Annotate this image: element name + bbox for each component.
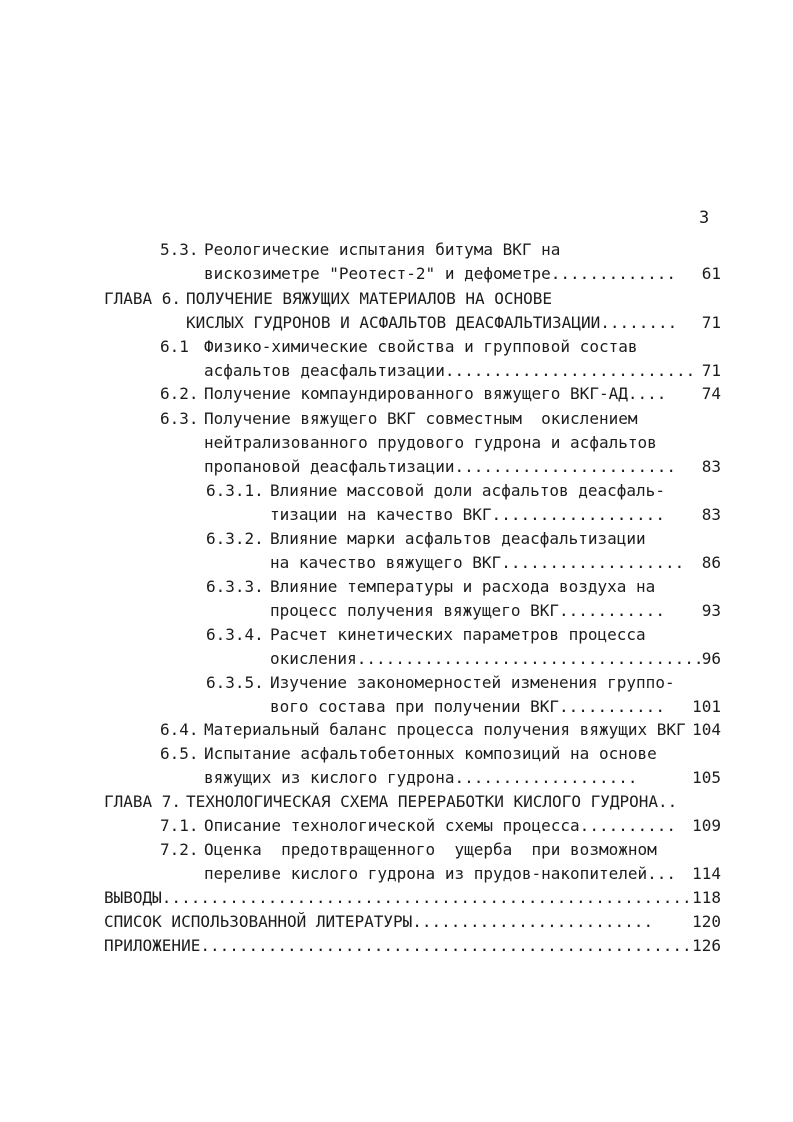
toc-line (0, 238, 793, 262)
toc-page-number: 126 (692, 936, 721, 955)
toc-title: вискозиметре "Реотест-2" и дефометре............. (204, 264, 677, 283)
toc-line (0, 671, 793, 695)
toc-line (0, 886, 793, 910)
toc-line (0, 599, 793, 623)
toc-page-number: 86 (701, 553, 721, 572)
toc-section-number: 6.3.2. (206, 529, 264, 548)
toc-page-number: 71 (701, 313, 721, 332)
toc-line (0, 382, 793, 406)
toc-title: тизации на качество ВКГ.................. (270, 505, 665, 524)
toc-section-number: 6.2. (160, 384, 199, 403)
toc-section-number: 5.3. (160, 240, 199, 259)
toc-page-number: 93 (701, 601, 721, 620)
toc-title: КИСЛЫХ ГУДРОНОВ И АСФАЛЬТОВ ДЕАСФАЛЬТИЗАЦИИ........ (186, 313, 678, 332)
toc-page-number: 104 (692, 720, 721, 739)
toc-page-number: 120 (692, 912, 721, 931)
toc-page-number: 71 (701, 361, 721, 380)
toc-title: Влияние температуры и расхода воздуха на (270, 577, 656, 596)
toc-line (0, 287, 793, 311)
toc-title: Изучение закономерностей изменения группо- (270, 673, 675, 692)
toc-section-number: 7.1. (160, 816, 199, 835)
toc-page-number: 118 (692, 888, 721, 907)
toc-line (0, 262, 793, 286)
toc-title: Получение вяжущего ВКГ совместным окислением (204, 409, 638, 428)
toc-section-number: 6.3.4. (206, 625, 264, 644)
toc-section-number: 6.4. (160, 720, 199, 739)
toc-section-number: ГЛАВА 7. (104, 792, 182, 811)
toc-line (0, 335, 793, 359)
toc-title: процесс получения вяжущего ВКГ........... (270, 601, 665, 620)
toc-section-number: 6.3.1. (206, 481, 264, 500)
toc-line (0, 431, 793, 455)
toc-title: Расчет кинетических параметров процесса (270, 625, 646, 644)
toc-line (0, 742, 793, 766)
toc-line (0, 862, 793, 886)
toc-line (0, 790, 793, 814)
toc-page-number: 105 (692, 768, 721, 787)
toc-line (0, 814, 793, 838)
toc-line (0, 718, 793, 742)
toc-line (0, 407, 793, 431)
toc-title: на качество вяжущего ВКГ................... (270, 553, 685, 572)
toc-page-number: 61 (701, 264, 721, 283)
toc-title: Испытание асфальтобетонных композиций на основе (204, 744, 657, 763)
toc-line (0, 455, 793, 479)
toc-title: Реологические испытания битума ВКГ на (204, 240, 561, 259)
toc-page-number: 83 (701, 457, 721, 476)
page-number: 3 (699, 208, 710, 228)
toc-title: переливе кислого гудрона из прудов-накопителей... (204, 864, 677, 883)
toc-line (0, 311, 793, 335)
toc-page-number: 101 (692, 697, 721, 716)
toc-page-number: 74 (701, 384, 721, 403)
toc-line (0, 575, 793, 599)
toc-title: ВЫВОДЫ....................................................... (104, 888, 692, 907)
toc-title: СПИСОК ИСПОЛЬЗОВАННОЙ ЛИТЕРАТУРЫ......................... (104, 912, 654, 931)
toc-page-number: 114 (692, 864, 721, 883)
toc-section-number: ГЛАВА 6. (104, 289, 182, 308)
toc-line (0, 766, 793, 790)
toc-title: ПОЛУЧЕНИЕ ВЯЖУЩИХ МАТЕРИАЛОВ НА ОСНОВЕ (186, 289, 553, 308)
toc-title: Влияние массовой доли асфальтов деасфаль- (270, 481, 665, 500)
toc-line (0, 359, 793, 383)
toc-line (0, 910, 793, 934)
toc-title: ТЕХНОЛОГИЧЕСКАЯ СХЕМА ПЕРЕРАБОТКИ КИСЛОГО ГУДРОНА.. (186, 792, 678, 811)
toc-title: Получение компаундированного вяжущего ВКГ-АД.... (204, 384, 667, 403)
toc-line (0, 527, 793, 551)
toc-title: вяжущих из кислого гудрона................... (204, 768, 638, 787)
toc-title: Влияние марки асфальтов деасфальтизации (270, 529, 646, 548)
toc-line (0, 551, 793, 575)
toc-title: асфальтов деасфальтизации.......................... (204, 361, 696, 380)
toc-title: ПРИЛОЖЕНИЕ................................................... (104, 936, 692, 955)
toc-line (0, 934, 793, 958)
toc-title: Материальный баланс процесса получения вяжущих ВКГ (204, 720, 686, 739)
toc-line (0, 838, 793, 862)
toc-title: Оценка предотвращенного ущерба при возможном (204, 840, 657, 859)
toc-title: вого состава при получении ВКГ........... (270, 697, 665, 716)
toc-section-number: 6.1 (160, 337, 189, 356)
toc-line (0, 623, 793, 647)
toc-section-number: 6.3.5. (206, 673, 264, 692)
toc-title: окисления.................................... (270, 649, 704, 668)
toc-section-number: 6.3.3. (206, 577, 264, 596)
toc-title: Физико-химические свойства и групповой состав (204, 337, 638, 356)
toc-section-number: 7.2. (160, 840, 199, 859)
toc-title: нейтрализованного прудового гудрона и асфальтов (204, 433, 657, 452)
toc-title: пропановой деасфальтизации....................... (204, 457, 677, 476)
toc-line (0, 503, 793, 527)
toc-line (0, 695, 793, 719)
toc-page-number: 83 (701, 505, 721, 524)
toc-line (0, 479, 793, 503)
toc-section-number: 6.3. (160, 409, 199, 428)
toc-section-number: 6.5. (160, 744, 199, 763)
toc-line (0, 647, 793, 671)
toc-page-number: 96 (701, 649, 721, 668)
toc-page-number: 109 (692, 816, 721, 835)
toc-title: Описание технологической схемы процесса.......... (204, 816, 677, 835)
